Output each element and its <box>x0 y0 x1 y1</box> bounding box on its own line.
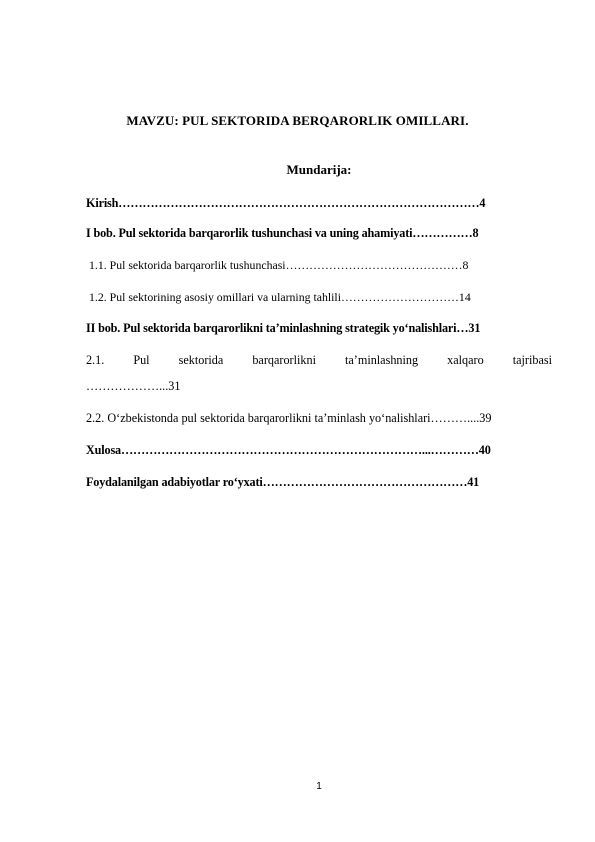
toc-entry-2-1 <box>86 353 552 368</box>
toc-2-1-word: Pul <box>133 353 150 367</box>
toc-2-1-word: 2.1. <box>86 353 105 367</box>
toc-entry-chapter-2: II bob. Pul sektorida barqarorlikni ta’minlashning strategik yo‘nalishlari…31 <box>86 321 481 335</box>
toc-2-1-word: xalqaro <box>447 353 484 367</box>
toc-entry-intro: Kirish………………………………………………………………………………4 <box>86 196 486 210</box>
toc-entry-2-2: 2.2. O‘zbekistonda pul sektorida barqarorlikni ta’minlash yo‘nalishlari………....39 <box>86 411 492 425</box>
toc-entry-conclusion: Xulosa…………………………………………………………………...…………40 <box>86 443 491 457</box>
toc-2-1-word: ta’minlashning <box>344 353 419 367</box>
toc-entry-2-1-continuation: ………………...31 <box>86 379 181 393</box>
toc-2-1-word: tajribasi <box>512 353 552 367</box>
toc-entry-1-1: 1.1. Pul sektorida barqarorlik tushunchasi………………………………………8 <box>89 258 469 272</box>
toc-entry-1-2: 1.2. Pul sektorining asosiy omillari va ularning tahlili…………………………14 <box>89 290 471 304</box>
toc-entry-chapter-1: I bob. Pul sektorida barqarorlik tushunchasi va uning ahamiyati……………8 <box>86 226 479 240</box>
toc-heading: Mundarija: <box>286 162 352 177</box>
document-title: MAVZU: PUL SEKTORIDA BERQARORLIK OMILLARI. <box>126 113 469 128</box>
toc-2-1-word: barqarorlikni <box>252 353 316 367</box>
toc-entry-references: Foydalanilgan adabiyotlar ro‘yxati……………………………………………41 <box>86 475 480 489</box>
page-number: 1 <box>316 781 322 792</box>
toc-2-1-word: sektorida <box>178 353 224 367</box>
